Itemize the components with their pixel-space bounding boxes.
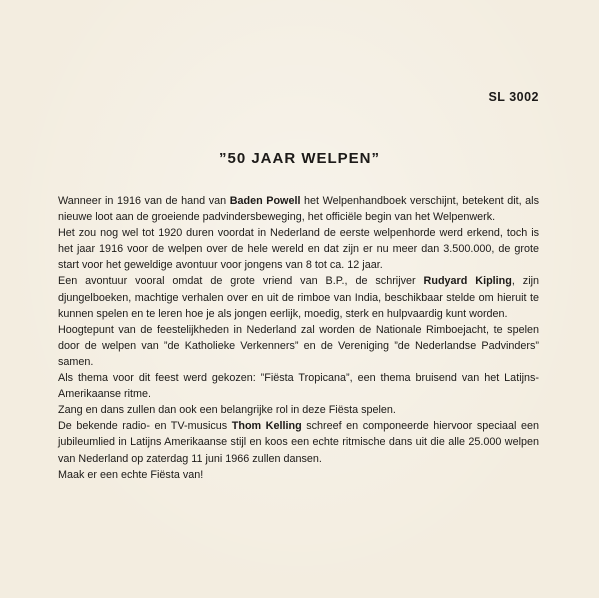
paragraph	[58, 418, 539, 466]
liner-notes-text	[58, 193, 539, 483]
paragraph-text: , zijn djungelboeken, machtige verhalen over en uit de rimboe van India, beschikbaar stelde om hieruit te kunnen spelen en te leren hoe je als jongen eerlijk, moedig, sterk en hulpvaardig kunt worden.	[58, 275, 539, 320]
paragraph	[58, 322, 539, 370]
paragraph-text: schreef en componeerde hiervoor speciaal een jubileumlied in Latijns Amerikaanse stijl en koos een echte ritmische dans uit die alle 25.000 welpen van Nederland op zaterdag 11 juni 1966 zullen dansen.	[58, 420, 539, 465]
bold-name-text: Thom Kelling	[231, 420, 302, 433]
paragraph	[58, 225, 539, 273]
paragraph-text: het Welpenhandboek verschijnt, betekent dit, als nieuwe loot aan de groeiende padvindersbeweging, het officiële begin van het Welpenwerk.	[58, 195, 539, 224]
paragraph-text: Het zou nog wel tot 1920 duren voordat in Nederland de eerste welpenhorde werd erkend, toch is het jaar 1916 voor de welpen over de hele wereld en dat zijn er nu meer dan 3.500.000, de grote start voor het geweldige avontuur voor jongens van 8 tot ca. 12 jaar.	[58, 227, 539, 272]
document-title: ”50 JAAR WELPEN”	[218, 150, 381, 167]
paragraph	[58, 467, 539, 483]
paragraph	[58, 402, 539, 418]
paragraph	[58, 273, 539, 321]
bold-name-text: Rudyard Kipling	[423, 275, 512, 288]
paragraph-text: Een avontuur vooral omdat de grote vriend van B.P., de schrijver	[58, 275, 424, 288]
paragraph-text: Als thema voor dit feest werd gekozen: ”Fiësta Tropicana”, een thema bruisend van het Latijns-Amerikaanse ritme.	[58, 372, 539, 401]
paragraph-text: Hoogtepunt van de feestelijkheden in Nederland zal worden de Nationale Rimboejacht, te spelen door de welpen van ”de Katholieke Verkenners” en de Vereniging ”de Nederlandse Padvinders” samen.	[58, 323, 539, 368]
paragraph-text: De bekende radio- en TV-musicus	[58, 420, 232, 433]
bold-name-text: Baden Powell	[229, 195, 301, 207]
catalog-number: SL 3002	[488, 90, 539, 104]
paragraph-text: Maak er een echte Fiësta van!	[58, 468, 204, 481]
paragraph	[58, 370, 539, 402]
paragraph	[58, 193, 539, 225]
paragraph-text: Zang en dans zullen dan ook een belangrijke rol in deze Fiësta spelen.	[58, 404, 396, 417]
paragraph-text: Wanneer in 1916 van de hand van	[58, 195, 230, 207]
